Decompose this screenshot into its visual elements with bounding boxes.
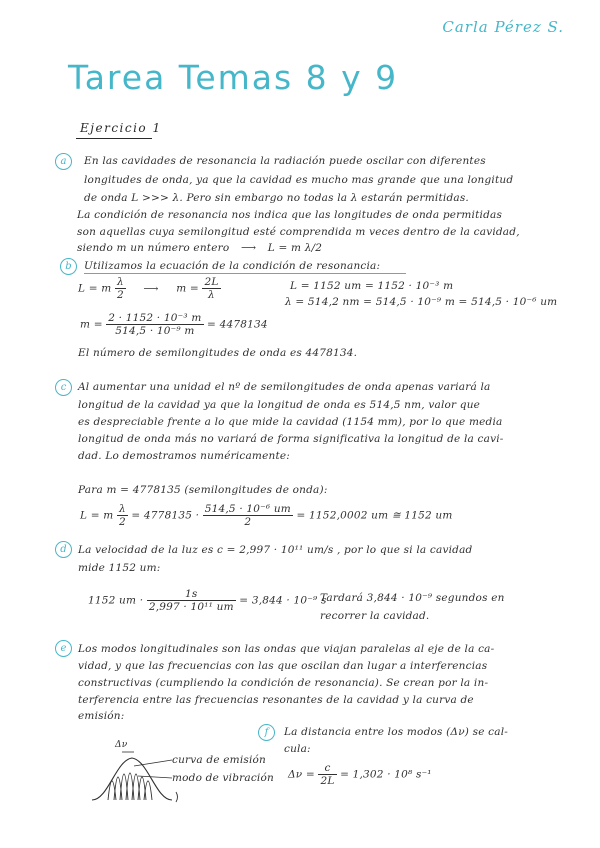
section-f-line-2: cula: [284,743,311,755]
fraction-lambda-2 [115,276,126,301]
eq-m-lhs: m = [80,318,103,331]
exercise-heading: Ejercicio 1 [80,121,162,135]
fraction-lambda-value [203,503,293,528]
eq-m-lhs: m = [176,282,199,295]
diagram-arrows [128,756,174,784]
equation-m-result [80,312,268,337]
given-lambda: λ = 514,2 nm = 514,5 · 10⁻⁹ m = 514,5 · 10⁻⁶ um [285,296,558,308]
section-c-line-5: dad. Lo demostramos numéricamente: [78,450,291,462]
equation-f [288,762,432,787]
eq-L-lhs: L = m [78,282,112,295]
section-e-marker: e [55,640,72,657]
section-e-line-2: vidad, y que las frecuencias con las que oscilan dan lugar a interferencias [78,660,488,672]
section-d-line-1: La velocidad de la luz es c = 2,997 · 10¹¹ um/s , por lo que si la cavidad [78,544,473,556]
frac-num: λ [117,503,128,516]
section-c-para: Para m = 4778135 (semilongitudes de onda): [78,484,328,496]
equation-c [80,503,453,528]
section-a-marker: a [55,153,72,170]
frac-num: λ [115,276,126,289]
section-d-marker: d [55,541,72,558]
section-c-line-1: Al aumentar una unidad el nº de semilongitudes de onda apenas variará la [78,381,491,393]
section-d-note-1: Tardará 3,844 · 10⁻⁹ segundos en [320,592,505,604]
section-a-last-text: siendo m un número entero [77,242,230,254]
label-emission-curve: curva de emisión [172,754,267,766]
eq-c-result: = 1152,0002 um ≅ 1152 um [296,509,453,522]
frac-den: 2 [116,289,124,301]
section-d-line-2: mide 1152 um: [78,562,161,574]
section-a-line-5: son aquellas cuya semilongitud esté comprendida m veces dentro de la cavidad, [77,226,520,238]
exercise-underline [76,138,152,139]
frac-num: 2 · 1152 · 10⁻³ m [108,312,202,324]
section-e-line-1: Los modos longitudinales son las ondas que viajan paralelas al eje de la ca- [78,643,495,655]
frac-num: 514,5 · 10⁻⁶ um [204,503,291,515]
frac-num: c [318,762,336,775]
eq-f-result: = 1,302 · 10⁸ s⁻¹ [340,768,432,781]
section-b-line-1: Utilizamos la ecuación de la condición de resonancia: [84,260,381,272]
section-f-marker: f [258,724,275,741]
eq-c-mid: = 4778135 · [131,509,200,522]
frac-num: 1s [147,588,236,601]
resonance-formula: L = m λ/2 [267,242,323,254]
fraction-lambda-2 [117,503,128,528]
fraction-c-2L [318,762,336,787]
fraction-2L-lambda [202,276,220,301]
frac-den: 514,5 · 10⁻⁹ m [115,325,195,337]
section-e-line-3: constructivas (cumpliendo la condición de resonancia). Se crean por la in- [78,677,489,689]
section-e-line-5: emisión: [78,710,125,722]
section-a-line-1: En las cavidades de resonancia la radiación puede oscilar con diferentes [84,155,486,167]
eq-c-lhs: L = m [80,509,114,522]
section-a-line-6 [77,242,322,254]
arrow-icon: ⟶ [143,282,159,295]
fraction-m [106,312,203,337]
section-a-line-3: de onda L >>> λ. Pero sin embargo no todas la λ estarán permitidas. [84,192,469,204]
section-b-result: El número de semilongitudes de onda es 4478134. [78,347,358,359]
fraction-time [147,588,236,613]
section-f-line-1: La distancia entre los modos (Δν) se cal- [284,726,509,738]
frac-den: λ [208,289,215,301]
section-c-line-4: longitud de onda más no variará de forma significativa la longitud de la cavi- [78,433,504,445]
section-c-line-3: es despreciable frente a lo que mide la cavidad (1154 mm), por lo que media [78,416,503,428]
frac-den: 2 [118,516,126,528]
eq-d-result: = 3,844 · 10⁻⁹ s [239,594,327,607]
section-c-line-2: longitud de la cavidad ya que la longitud de onda es 514,5 nm, valor que [78,399,481,411]
arrow-icon: ⟶ [240,242,257,254]
equation-L [78,276,221,301]
eq-m-result: = 4478134 [207,318,268,331]
section-a-line-4: La condición de resonancia nos indica que las longitudes de onda permitidas [77,209,503,221]
page-title: Tarea Temas 8 y 9 [68,58,399,97]
equation-d [88,588,327,613]
section-b-marker: b [60,258,77,275]
given-L: L = 1152 um = 1152 · 10⁻³ m [290,280,454,292]
section-a-line-2: longitudes de onda, ya que la cavidad es mucho mas grande que una longitud [84,174,514,186]
section-e-line-4: terferencia entre las frecuencias resonantes de la cavidad y la curva de [78,694,474,706]
eq-d-lhs: 1152 um · [88,594,144,607]
frac-num: 2L [204,276,219,288]
eq-f-lhs: Δν = [288,768,315,781]
frac-den: 2 [244,516,252,528]
section-c-marker: c [55,379,72,396]
delta-nu-label: Δν [115,740,128,750]
label-vibration-mode: modo de vibración [172,772,274,784]
frac-den: 2L [320,775,335,787]
section-b-underline [84,273,406,274]
frac-den: 2,997 · 10¹¹ um [148,601,234,613]
author-name: Carla Pérez S. [442,18,564,36]
section-d-note-2: recorrer la cavidad. [320,610,430,622]
